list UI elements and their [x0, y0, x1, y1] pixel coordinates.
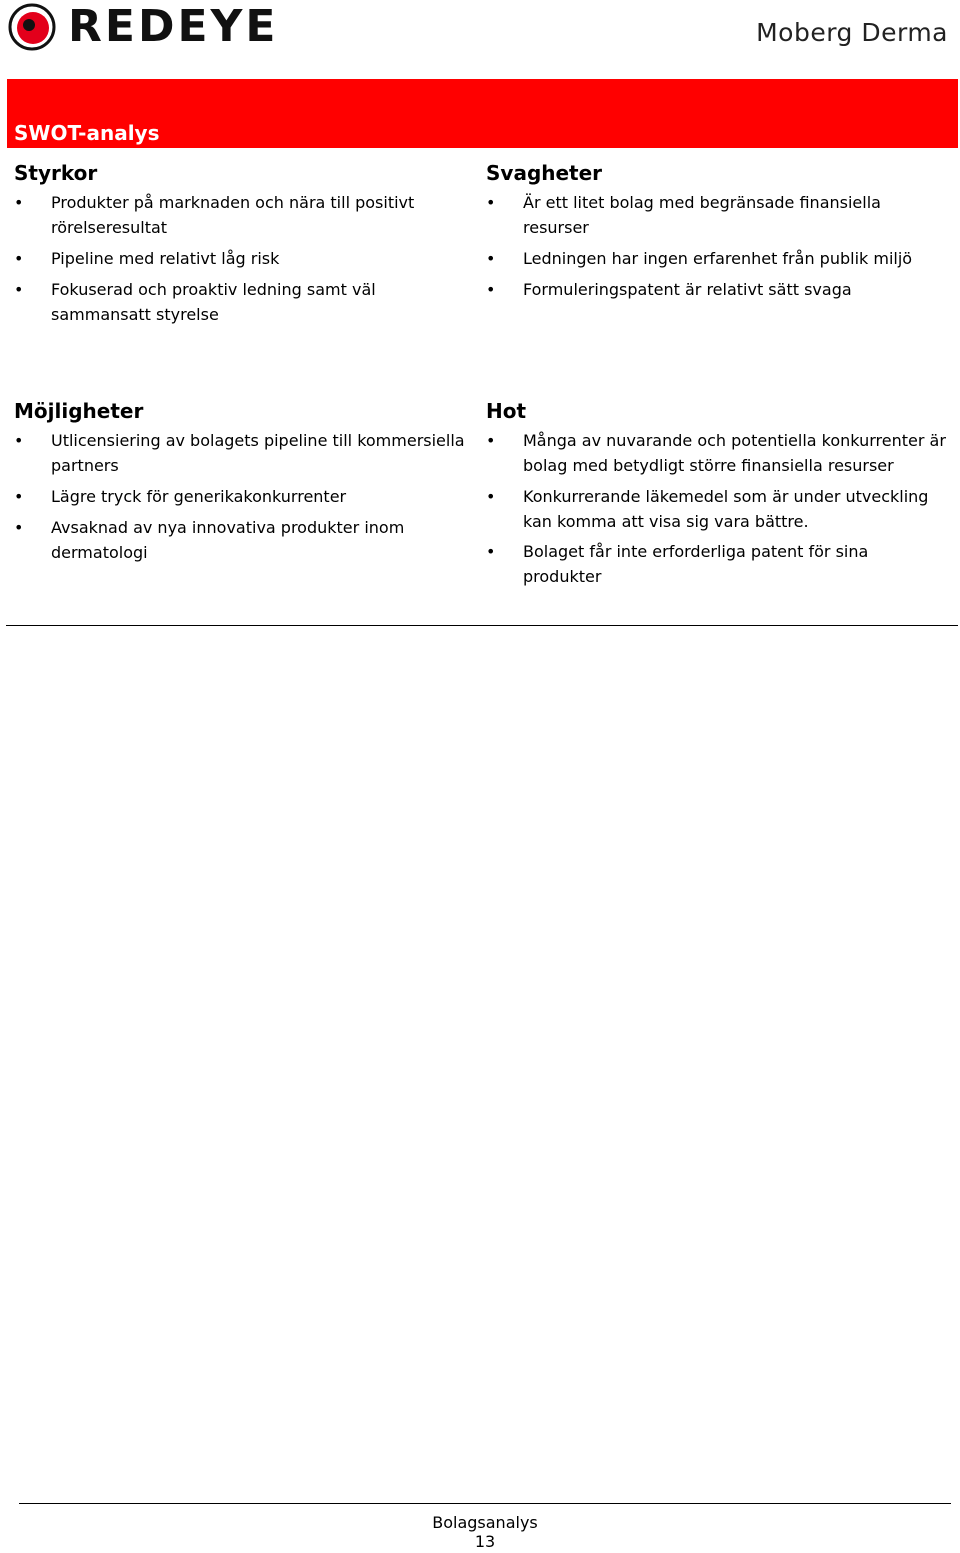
list-item-text: Produkter på marknaden och nära till positivt rörelseresultat [51, 193, 415, 237]
bullet-icon: • [14, 280, 24, 299]
bullet-icon: • [14, 487, 24, 506]
section-divider [6, 625, 958, 626]
weaknesses-heading: Svagheter [486, 161, 603, 185]
list-item-text: Är ett litet bolag med begränsade finansiella resurser [523, 193, 881, 237]
redeye-eye-icon [8, 3, 56, 51]
list-item-text: Pipeline med relativt låg risk [51, 249, 280, 268]
list-item-text: Bolaget får inte erforderliga patent för sina produkter [523, 542, 869, 586]
list-item [14, 277, 474, 327]
bullet-icon: • [486, 431, 496, 450]
redeye-logo [8, 2, 278, 52]
strengths-list [14, 190, 474, 327]
bullet-icon: • [14, 249, 24, 268]
list-item [14, 246, 474, 271]
strengths-heading: Styrkor [14, 161, 98, 185]
bullet-icon: • [486, 280, 496, 299]
page-number: 13 [474, 1532, 496, 1551]
list-item [14, 428, 474, 478]
list-item-text: Formuleringspatent är relativt sätt svaga [523, 280, 852, 299]
section-banner [7, 79, 958, 148]
list-item-text: Ledningen har ingen erfarenhet från publik miljö [523, 249, 913, 268]
list-item [486, 484, 946, 534]
bullet-icon: • [486, 487, 496, 506]
threats-heading: Hot [486, 399, 527, 423]
footer-divider [19, 1503, 951, 1504]
swot-weaknesses [486, 160, 946, 308]
list-item-text: Fokuserad och proaktiv ledning samt väl sammansatt styrelse [51, 280, 376, 324]
list-item-text: Lägre tryck för generikakonkurrenter [51, 487, 347, 506]
list-item [14, 484, 474, 509]
opportunities-list [14, 428, 474, 565]
section-title: SWOT-analys [14, 121, 160, 145]
bullet-icon: • [14, 518, 24, 537]
logo-wordmark: REDEYE [68, 1, 279, 52]
opportunities-heading: Möjligheter [14, 399, 144, 423]
list-item [486, 246, 946, 271]
list-item-text: Avsaknad av nya innovativa produkter inom dermatologi [51, 518, 405, 562]
list-item [14, 190, 474, 240]
bullet-icon: • [14, 431, 24, 450]
list-item-text: Många av nuvarande och potentiella konkurrenter är bolag med betydligt större finansiella resurser [523, 431, 946, 475]
bullet-icon: • [486, 193, 496, 212]
bullet-icon: • [486, 249, 496, 268]
company-name: Moberg Derma [756, 18, 948, 47]
list-item-text: Utlicensiering av bolagets pipeline till kommersiella partners [51, 431, 465, 475]
swot-strengths [14, 160, 474, 333]
list-item [486, 428, 946, 478]
list-item [486, 277, 946, 302]
swot-threats [486, 398, 946, 595]
list-item [486, 539, 946, 589]
list-item [486, 190, 946, 240]
list-item-text: Konkurrerande läkemedel som är under utveckling kan komma att visa sig vara bättre. [523, 487, 929, 531]
weaknesses-list [486, 190, 946, 302]
bullet-icon: • [14, 193, 24, 212]
footer-label: Bolagsanalys [432, 1513, 538, 1532]
list-item [14, 515, 474, 565]
bullet-icon: • [486, 542, 496, 561]
swot-opportunities [14, 398, 474, 571]
threats-list [486, 428, 946, 589]
page-footer [0, 1513, 960, 1551]
